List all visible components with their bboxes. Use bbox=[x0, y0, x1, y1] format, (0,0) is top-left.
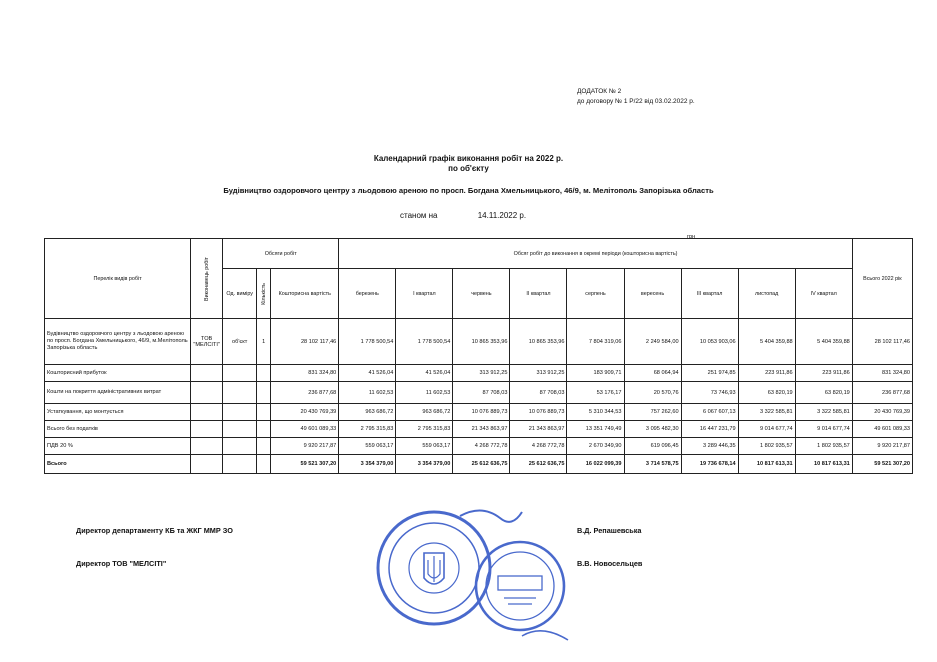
header-period: вересень bbox=[624, 269, 681, 319]
quantity-cell bbox=[257, 382, 271, 404]
estimated-cost-cell: 59 521 307,20 bbox=[271, 455, 339, 474]
period-value-cell: 3 289 446,35 bbox=[681, 438, 738, 455]
period-value-cell: 559 063,17 bbox=[396, 438, 453, 455]
period-value-cell: 21 343 863,97 bbox=[453, 421, 510, 438]
period-value-cell: 73 746,93 bbox=[681, 382, 738, 404]
table-row bbox=[45, 421, 913, 438]
quantity-cell bbox=[257, 455, 271, 474]
quantity-cell bbox=[257, 404, 271, 421]
seal-right-outer-ring bbox=[476, 542, 564, 630]
period-value-cell: 10 076 889,73 bbox=[510, 404, 567, 421]
unit-cell bbox=[223, 382, 257, 404]
header-unit: Од. виміру bbox=[223, 269, 257, 319]
table-row bbox=[45, 365, 913, 382]
official-seals bbox=[372, 498, 572, 658]
period-value-cell: 2 795 315,83 bbox=[396, 421, 453, 438]
header-quantity-label: Кількість bbox=[260, 282, 267, 305]
signatory-name-department: В.Д. Репашевська bbox=[577, 526, 642, 535]
annex-number: ДОДАТОК № 2 bbox=[577, 88, 622, 95]
period-value-cell: 63 820,19 bbox=[738, 382, 795, 404]
object-name: Будівництво оздоровчого центру з льодовою ареною по просп. Богдана Хмельницького, 46/9, м. Мелітополь Запорізька область bbox=[223, 186, 714, 195]
period-value-cell: 2 670 349,90 bbox=[567, 438, 624, 455]
period-value-cell: 1 802 935,57 bbox=[738, 438, 795, 455]
quantity-cell bbox=[257, 438, 271, 455]
header-contractor-label: Виконавець робіт bbox=[203, 256, 210, 301]
period-value-cell: 3 354 379,00 bbox=[339, 455, 396, 474]
unit-cell bbox=[223, 404, 257, 421]
currency-unit: грн bbox=[687, 234, 696, 240]
work-name-cell: Всього bbox=[45, 455, 191, 474]
period-value-cell: 183 909,71 bbox=[567, 365, 624, 382]
header-period-group: Обсяг робіт до виконання в окремі періоди (кошторисна вартість) bbox=[339, 239, 853, 269]
period-value-cell: 13 351 749,49 bbox=[567, 421, 624, 438]
period-value-cell: 63 820,19 bbox=[795, 382, 852, 404]
period-value-cell: 19 736 678,14 bbox=[681, 455, 738, 474]
period-value-cell: 21 343 863,97 bbox=[510, 421, 567, 438]
header-period: березень bbox=[339, 269, 396, 319]
work-name-cell: Будівництво оздоровчого центру з льодовою ареною по просп. Богдана Хмельницького, 46/9, м.Мелітополь Запорізька область bbox=[45, 319, 191, 365]
annex-header bbox=[577, 87, 695, 107]
period-value-cell: 2 249 584,00 bbox=[624, 319, 681, 365]
total-cell: 28 102 117,46 bbox=[852, 319, 912, 365]
schedule-body bbox=[45, 319, 913, 474]
schedule-table bbox=[44, 238, 913, 474]
header-estimated-cost: Кошторисна вартість bbox=[271, 269, 339, 319]
signature-scribble-icon bbox=[460, 510, 522, 521]
estimated-cost-cell: 49 601 089,33 bbox=[271, 421, 339, 438]
seal-right-banner bbox=[498, 576, 542, 590]
period-value-cell: 1 778 500,54 bbox=[339, 319, 396, 365]
period-value-cell: 87 708,03 bbox=[453, 382, 510, 404]
period-value-cell: 41 526,04 bbox=[396, 365, 453, 382]
table-row bbox=[45, 404, 913, 421]
seal-left bbox=[378, 512, 490, 624]
period-value-cell: 20 570,76 bbox=[624, 382, 681, 404]
header-period: серпень bbox=[567, 269, 624, 319]
unit-cell bbox=[223, 455, 257, 474]
estimated-cost-cell: 831 324,80 bbox=[271, 365, 339, 382]
period-value-cell: 251 974,85 bbox=[681, 365, 738, 382]
as-of-line bbox=[400, 211, 526, 220]
as-of-label: станом на bbox=[400, 211, 438, 220]
period-value-cell: 619 096,45 bbox=[624, 438, 681, 455]
total-cell: 236 877,68 bbox=[852, 382, 912, 404]
period-value-cell: 4 268 772,78 bbox=[453, 438, 510, 455]
contractor-cell bbox=[191, 455, 223, 474]
period-value-cell: 3 322 585,81 bbox=[738, 404, 795, 421]
header-period: червень bbox=[453, 269, 510, 319]
period-value-cell: 223 911,86 bbox=[738, 365, 795, 382]
period-value-cell: 10 817 613,31 bbox=[795, 455, 852, 474]
period-value-cell: 16 022 099,39 bbox=[567, 455, 624, 474]
contractor-cell bbox=[191, 421, 223, 438]
header-volumes: Обсяги робіт bbox=[223, 239, 339, 269]
quantity-cell: 1 bbox=[257, 319, 271, 365]
seal-right bbox=[476, 542, 564, 630]
header-quantity bbox=[257, 269, 271, 319]
period-value-cell: 757 262,60 bbox=[624, 404, 681, 421]
period-value-cell: 3 354 379,00 bbox=[396, 455, 453, 474]
seal-right-lines-icon bbox=[504, 598, 536, 604]
estimated-cost-cell: 28 102 117,46 bbox=[271, 319, 339, 365]
period-value-cell: 9 014 677,74 bbox=[738, 421, 795, 438]
header-period: ІІІ квартал bbox=[681, 269, 738, 319]
total-cell: 20 430 769,39 bbox=[852, 404, 912, 421]
contractor-cell bbox=[191, 404, 223, 421]
period-value-cell: 4 268 772,78 bbox=[510, 438, 567, 455]
work-name-cell: Всього без податків bbox=[45, 421, 191, 438]
period-value-cell: 10 865 353,96 bbox=[510, 319, 567, 365]
header-total: Всього 2022 рік bbox=[852, 239, 912, 319]
period-value-cell: 41 526,04 bbox=[339, 365, 396, 382]
period-value-cell: 2 795 315,83 bbox=[339, 421, 396, 438]
period-value-cell: 3 322 585,81 bbox=[795, 404, 852, 421]
period-value-cell: 5 404 359,88 bbox=[795, 319, 852, 365]
period-value-cell: 25 612 636,75 bbox=[453, 455, 510, 474]
period-value-cell: 963 686,72 bbox=[396, 404, 453, 421]
contractor-cell bbox=[191, 438, 223, 455]
header-work-list: Перелік видів робіт bbox=[45, 239, 191, 319]
period-value-cell: 1 778 500,54 bbox=[396, 319, 453, 365]
table-row bbox=[45, 382, 913, 404]
quantity-cell bbox=[257, 421, 271, 438]
period-value-cell: 963 686,72 bbox=[339, 404, 396, 421]
period-value-cell: 559 063,17 bbox=[339, 438, 396, 455]
total-cell: 831 324,80 bbox=[852, 365, 912, 382]
period-value-cell: 10 817 613,31 bbox=[738, 455, 795, 474]
period-value-cell: 6 067 607,13 bbox=[681, 404, 738, 421]
period-value-cell: 10 076 889,73 bbox=[453, 404, 510, 421]
table-row bbox=[45, 319, 913, 365]
signature-title-department: Директор департаменту КБ та ЖКГ ММР ЗО bbox=[76, 526, 233, 535]
period-value-cell: 10 865 353,96 bbox=[453, 319, 510, 365]
period-value-cell: 9 014 677,74 bbox=[795, 421, 852, 438]
unit-cell bbox=[223, 365, 257, 382]
period-value-cell: 1 802 935,57 bbox=[795, 438, 852, 455]
signature-scribble-2-icon bbox=[522, 631, 568, 640]
header-period: ІІ квартал bbox=[510, 269, 567, 319]
unit-cell bbox=[223, 438, 257, 455]
period-value-cell: 313 912,25 bbox=[510, 365, 567, 382]
period-value-cell: 5 404 359,88 bbox=[738, 319, 795, 365]
work-name-cell: ПДВ 20 % bbox=[45, 438, 191, 455]
signatory-name-contractor: В.В. Новосельцев bbox=[577, 559, 643, 568]
period-value-cell: 87 708,03 bbox=[510, 382, 567, 404]
estimated-cost-cell: 20 430 769,39 bbox=[271, 404, 339, 421]
estimated-cost-cell: 9 920 217,87 bbox=[271, 438, 339, 455]
period-value-cell: 11 602,53 bbox=[339, 382, 396, 404]
period-value-cell: 3 095 482,30 bbox=[624, 421, 681, 438]
period-value-cell: 3 714 578,75 bbox=[624, 455, 681, 474]
contractor-cell bbox=[191, 382, 223, 404]
total-cell: 59 521 307,20 bbox=[852, 455, 912, 474]
annex-contract-ref: до договору № 1 Р/22 від 03.02.2022 р. bbox=[577, 98, 695, 105]
period-value-cell: 5 310 344,53 bbox=[567, 404, 624, 421]
period-value-cell: 11 602,53 bbox=[396, 382, 453, 404]
header-period: листопад bbox=[738, 269, 795, 319]
period-value-cell: 53 176,17 bbox=[567, 382, 624, 404]
period-value-cell: 10 053 903,06 bbox=[681, 319, 738, 365]
table-row bbox=[45, 438, 913, 455]
table-row bbox=[45, 455, 913, 474]
work-name-cell: Кошти на покриття адміністративних витрат bbox=[45, 382, 191, 404]
total-cell: 49 601 089,33 bbox=[852, 421, 912, 438]
period-value-cell: 68 064,94 bbox=[624, 365, 681, 382]
period-value-cell: 313 912,25 bbox=[453, 365, 510, 382]
unit-cell: об'єкт bbox=[223, 319, 257, 365]
period-value-cell: 16 447 231,79 bbox=[681, 421, 738, 438]
contractor-cell bbox=[191, 365, 223, 382]
as-of-date: 14.11.2022 р. bbox=[477, 211, 527, 220]
contractor-cell: ТОВ "МЕЛСІТІ" bbox=[191, 319, 223, 365]
header-period: І квартал bbox=[396, 269, 453, 319]
quantity-cell bbox=[257, 365, 271, 382]
work-name-cell: Устаткування, що монтується bbox=[45, 404, 191, 421]
header-period: ІV квартал bbox=[795, 269, 852, 319]
seal-right-inner-ring bbox=[486, 552, 554, 620]
document-subtitle: по об'єкту bbox=[448, 164, 489, 173]
period-value-cell: 223 911,86 bbox=[795, 365, 852, 382]
signature-title-contractor: Директор ТОВ "МЕЛСІТІ" bbox=[76, 559, 167, 568]
estimated-cost-cell: 236 877,68 bbox=[271, 382, 339, 404]
trident-detail-icon bbox=[428, 556, 440, 582]
header-contractor bbox=[191, 239, 223, 319]
unit-cell bbox=[223, 421, 257, 438]
period-value-cell: 7 804 319,06 bbox=[567, 319, 624, 365]
period-value-cell: 25 612 636,75 bbox=[510, 455, 567, 474]
total-cell: 9 920 217,87 bbox=[852, 438, 912, 455]
document-title: Календарний графік виконання робіт на 2022 р. bbox=[373, 154, 564, 163]
work-name-cell: Кошторисний прибуток bbox=[45, 365, 191, 382]
